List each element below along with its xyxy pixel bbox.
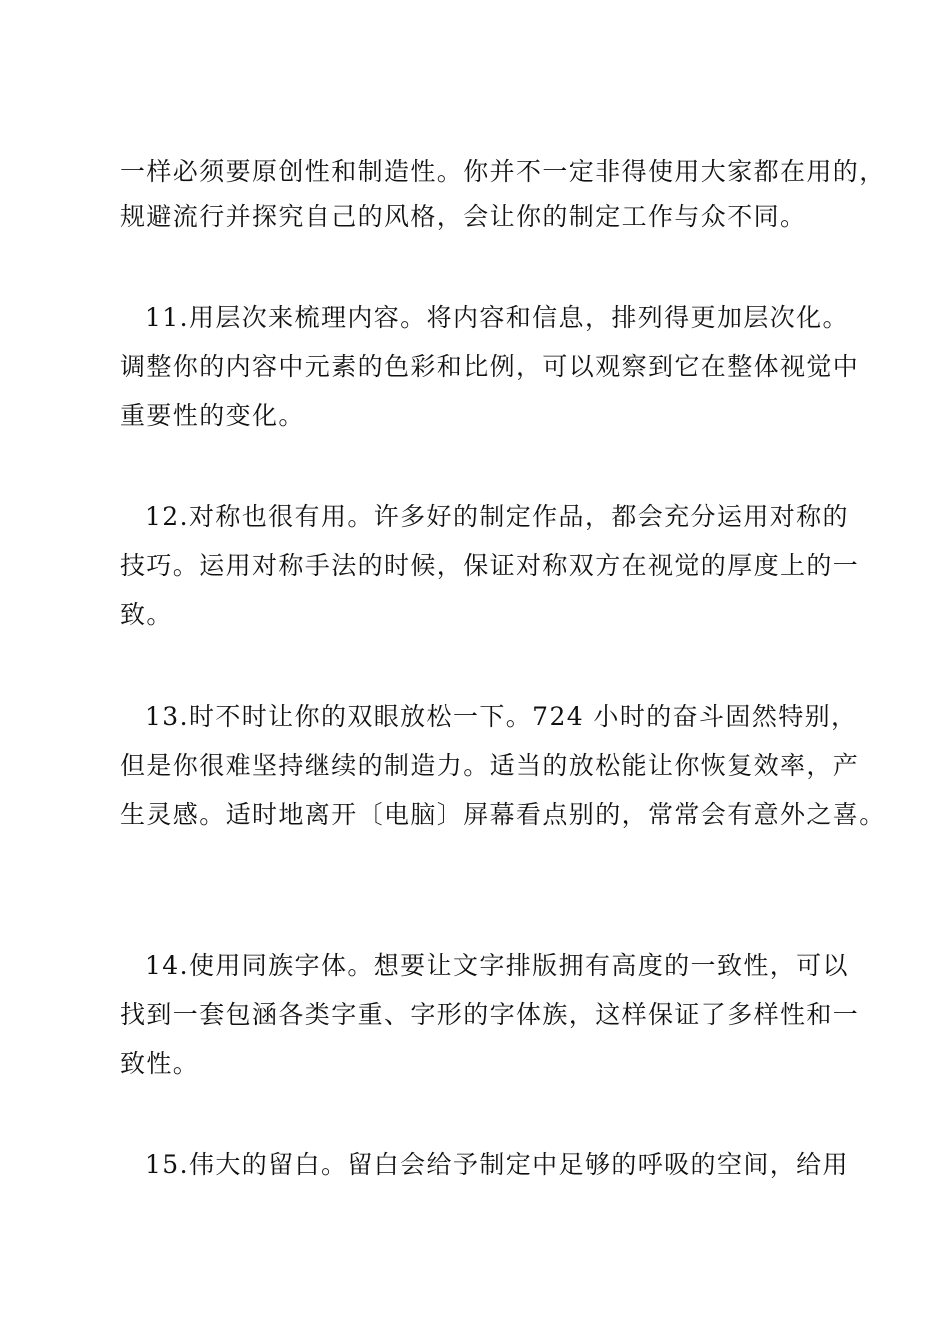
- list-item-13-heading: 13.时不时让你的双眼放松一下。724 小时的奋斗固然特别，: [145, 702, 858, 731]
- text-line: 但是你很难坚持继续的制造力。适当的放松能让你恢复效率，产: [120, 751, 860, 780]
- list-item-11-heading: 11.用层次来梳理内容。将内容和信息，排列得更加层次化。: [145, 303, 849, 332]
- text-line: 致。: [120, 600, 173, 629]
- list-item-12-heading: 12.对称也很有用。许多好的制定作品，都会充分运用对称的: [145, 502, 849, 531]
- text-line: 规避流行并探究自己的风格，会让你的制定工作与众不同。: [120, 202, 807, 231]
- text-line: 找到一套包涵各类字重、字形的字体族，这样保证了多样性和一: [120, 1000, 860, 1029]
- text-line: 技巧。运用对称手法的时候，保证对称双方在视觉的厚度上的一: [120, 551, 860, 580]
- text-line: 生灵感。适时地离开〔电脑〕屏幕看点别的，常常会有意外之喜。: [120, 800, 886, 829]
- text-line: 重要性的变化。: [120, 401, 305, 430]
- text-line: 致性。: [120, 1049, 200, 1078]
- list-item-15-heading: 15.伟大的留白。留白会给予制定中足够的呼吸的空间，给用: [145, 1150, 849, 1179]
- text-line: 一样必须要原创性和制造性。你并不一定非得使用大家都在用的，: [120, 157, 886, 186]
- text-line: 调整你的内容中元素的色彩和比例，可以观察到它在整体视觉中: [120, 352, 860, 381]
- list-item-14-heading: 14.使用同族字体。想要让文字排版拥有高度的一致性，可以: [145, 951, 849, 980]
